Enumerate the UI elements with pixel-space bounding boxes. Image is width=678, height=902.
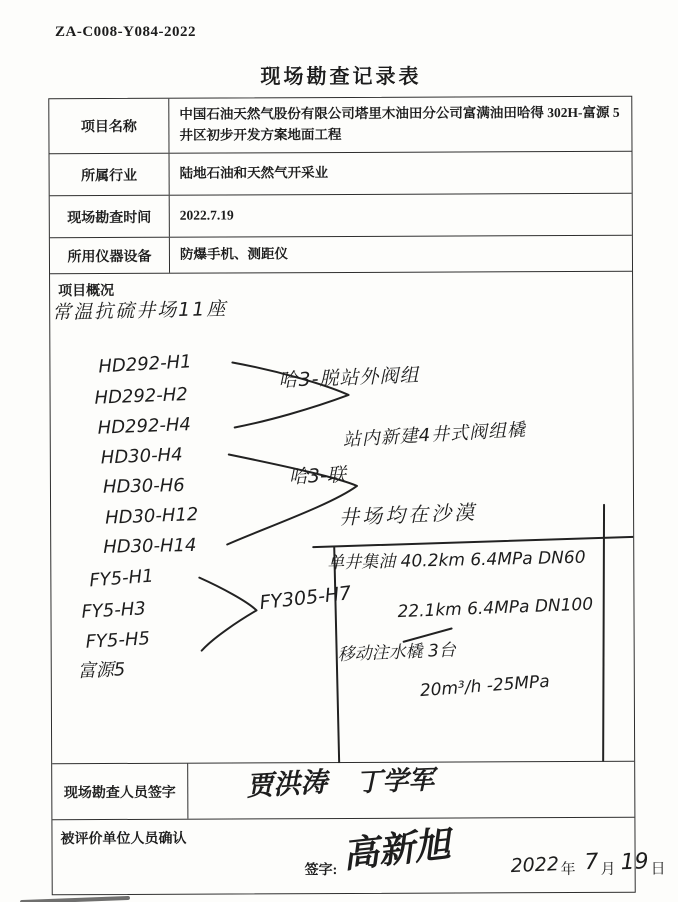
row-value-equipment: 防爆手机、测距仪 xyxy=(179,246,288,262)
row-value-industry: 陆地石油和天然气开采业 xyxy=(179,165,329,181)
date-year-label: 年 xyxy=(560,861,576,879)
handwritten-well-item: 富源5 xyxy=(77,659,126,682)
project-overview-cell xyxy=(50,272,634,765)
table-row xyxy=(50,236,632,275)
surveyor-signature-2: 丁学军 xyxy=(355,765,435,799)
table-row xyxy=(50,152,632,197)
handwritten-well-item: HD292-H4 xyxy=(97,414,192,439)
overview-label: 项目概况 xyxy=(58,283,115,300)
row-label-project-name: 项目名称 xyxy=(49,99,169,154)
handwritten-skid-note: 移动注水橇 3台 xyxy=(337,640,457,666)
handwritten-group3-note: FY305-H7 xyxy=(258,582,353,615)
handwritten-well-item: HD30-H4 xyxy=(100,444,183,469)
handwritten-well-item: FY5-H1 xyxy=(88,565,155,592)
handwritten-summary: 常温抗硫井场11座 xyxy=(51,297,228,324)
document-code: ZA-C008-Y084-2022 xyxy=(55,24,196,40)
surveyor-signature-1: 贾洪涛 xyxy=(245,766,329,803)
confirmation-label: 被评价单位人员确认 xyxy=(60,831,187,848)
row-label-equipment: 所用仪器设备 xyxy=(50,238,170,274)
handwritten-station-note: 站内新建4井式阀组橇 xyxy=(342,419,527,451)
row-value-survey-time: 2022.7.19 xyxy=(179,207,234,223)
date-month-label: 月 xyxy=(600,861,616,878)
row-value-project-name: 中国石油天然气股份有限公司塔里木油田分公司富满油田哈得 302H-富源 5 井区初步开发方案地面工程 xyxy=(179,104,620,143)
page-title: 现场勘查记录表 xyxy=(260,66,422,88)
date-day-label: 日 xyxy=(650,861,666,878)
scan-edge-artifact xyxy=(20,896,130,902)
handwritten-date-day: 19 xyxy=(620,849,650,876)
confirmation-cell xyxy=(52,818,666,895)
handwritten-well-item: FY5-H5 xyxy=(85,628,151,653)
handwritten-well-item: HD292-H1 xyxy=(97,351,193,378)
handwritten-desert-note: 井场均在沙漠 xyxy=(338,500,478,530)
handwritten-group2-note: 哈3-联 xyxy=(288,463,347,489)
handwritten-well-item: FY5-H3 xyxy=(80,598,147,623)
handwritten-well-item: HD30-H14 xyxy=(102,534,197,558)
handwritten-well-item: HD30-H12 xyxy=(104,504,199,529)
handwritten-date-month: 7 xyxy=(583,849,600,876)
handwritten-skid-spec: 20m³/h -25MPa xyxy=(419,671,551,702)
handwritten-date-year: 2022 xyxy=(510,853,560,878)
sign-prefix-label: 签字: xyxy=(304,863,338,879)
row-label-surveyor-signature: 现场勘查人员签字 xyxy=(52,764,188,820)
table-row xyxy=(49,97,631,155)
table-row-confirmation xyxy=(52,818,666,895)
surveyor-signature-area xyxy=(188,762,634,819)
handwritten-pipeline-note-1: 单井集油 40.2km 6.4MPa DN60 xyxy=(327,547,586,574)
handwritten-group1-note: 哈3-脱站外阀组 xyxy=(278,364,420,392)
handwritten-well-item: HD292-H2 xyxy=(94,384,189,409)
table-row xyxy=(50,194,632,239)
handwritten-pipeline-note-2: 22.1km 6.4MPa DN100 xyxy=(397,594,594,623)
record-table xyxy=(48,96,666,896)
row-label-industry: 所属行业 xyxy=(50,154,170,196)
handwritten-well-item: HD30-H6 xyxy=(102,474,185,498)
confirm-signature: 高新旭 xyxy=(340,824,453,877)
row-label-survey-time: 现场勘查时间 xyxy=(50,196,170,238)
table-row-surveyor-signature xyxy=(52,762,634,821)
